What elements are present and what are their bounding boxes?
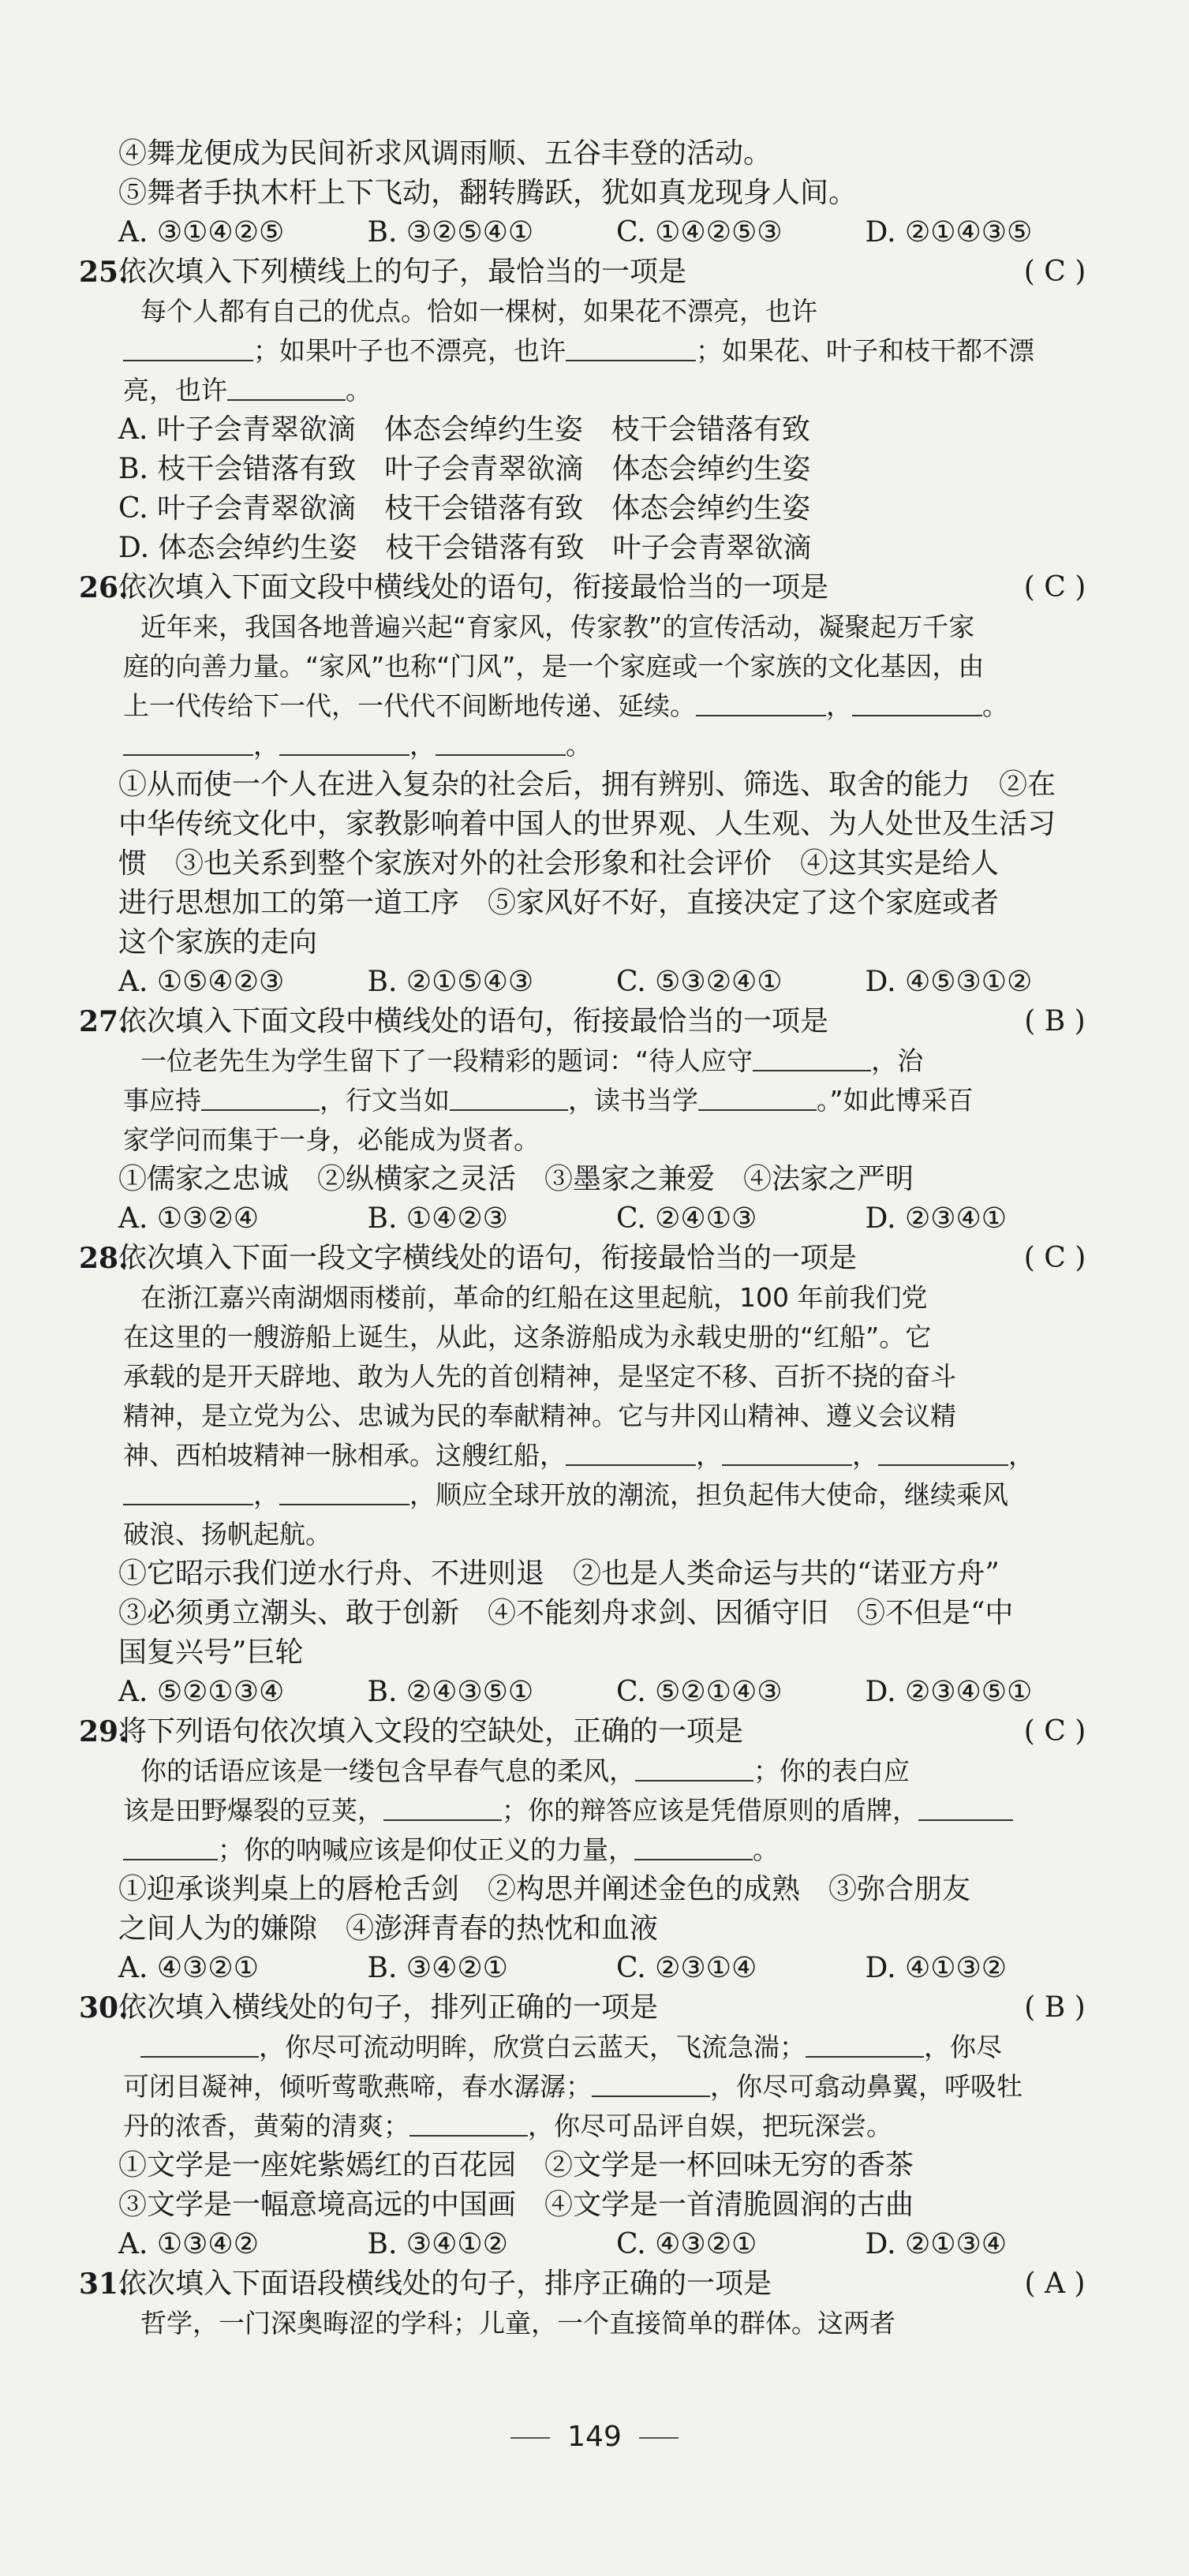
fill-blank[interactable] — [592, 2069, 710, 2097]
fill-blank[interactable] — [227, 372, 346, 401]
passage-text: ；你的呐喊应该是仰仗正义的力量， — [218, 1834, 634, 1865]
fill-blank[interactable] — [450, 1082, 568, 1111]
option-a: A. ①③④② — [118, 2228, 259, 2260]
list-item: ①儒家之忠诚 ②纵横家之灵活 ③墨家之兼爱 ④法家之严明 — [118, 1163, 914, 1195]
answer-mark: ( B ) — [1024, 1991, 1086, 2024]
answer-options — [118, 1673, 1114, 1712]
passage-text: 每个人都有自己的优点。恰如一棵树，如果花不漂亮，也许 — [140, 296, 817, 327]
answer-options — [118, 2225, 1114, 2264]
question-number: 25. — [79, 256, 129, 289]
option-b: B. ③②⑤④① — [367, 216, 534, 249]
option-b: B. ③④②① — [367, 1952, 508, 1984]
passage-text: 。 — [753, 1834, 779, 1865]
fill-blank[interactable] — [696, 688, 826, 716]
list-item: ⑤舞者手执木杆上下飞动，翻转腾跃，犹如真龙现身人间。 — [118, 177, 858, 209]
passage-text: ，你尽可品评自娱，把玩深尝。 — [528, 2111, 892, 2141]
option-c: C. ②④①③ — [616, 1202, 757, 1235]
option-a: A. ④③②① — [118, 1952, 259, 1984]
answer-mark: ( C ) — [1023, 1242, 1086, 1274]
question-number: 28. — [79, 1242, 129, 1275]
list-item: 中华传统文化中，家教影响着中国人的世界观、人生观、为人处世及生活习 — [118, 808, 1056, 840]
passage-text: ；如果花、叶子和枝干都不漂 — [696, 335, 1034, 366]
option-b: B. ②④③⑤① — [367, 1676, 534, 1708]
passage-text: ，顺应全球开放的潮流，担负起伟大使命，继续乘风 — [409, 1479, 1008, 1510]
list-item: ③文学是一幅意境高远的中国画 ④文学是一首清脆圆润的古曲 — [118, 2189, 914, 2221]
list-item: ①迎承谈判桌上的唇枪舌剑 ②构思并阐述金色的成熟 ③弥合朋友 — [118, 1873, 971, 1905]
footer-rule — [639, 2437, 679, 2439]
answer-options — [118, 1949, 1114, 1988]
passage-text: ；如果叶子也不漂亮，也许 — [253, 335, 566, 366]
comma: ， — [1008, 1440, 1034, 1471]
passage-text: 亮，也许 — [123, 375, 227, 406]
passage-text: 可闭目凝神，倾听莺歌燕啼，春水潺潺； — [123, 2071, 592, 2102]
passage-line — [118, 1791, 1114, 1830]
list-item: 惯 ③也关系到整个家族对外的社会形象和社会评价 ④这其实是给人 — [118, 847, 1000, 880]
fill-blank[interactable] — [279, 1477, 409, 1505]
fill-blank[interactable] — [806, 2029, 924, 2058]
question-number: 31. — [79, 2268, 129, 2301]
passage-line — [118, 1041, 1114, 1081]
answer-mark: ( C ) — [1023, 256, 1086, 288]
passage-line: 在这里的一艘游船上诞生，从此，这条游船成为永载史册的“红船”。它 — [123, 1322, 932, 1352]
answer-options — [118, 963, 1114, 1002]
passage-text: 一位老先生为学生留下了一段精彩的题词：“待人应守 — [140, 1045, 753, 1076]
passage-line — [118, 2067, 1114, 2107]
option-a: A. ①⑤④②③ — [118, 966, 285, 998]
comma: ， — [253, 730, 279, 761]
passage-text: ，行文当如 — [320, 1085, 450, 1116]
passage-text: 丹的浓香，黄菊的清爽； — [123, 2111, 409, 2141]
fill-blank[interactable] — [722, 1438, 852, 1466]
fill-blank[interactable] — [566, 1438, 696, 1466]
option-c: C. ①④②⑤③ — [616, 216, 783, 249]
option-c: C. 叶子会青翠欲滴 枝干会错落有致 体态会绰约生姿 — [118, 492, 811, 525]
passage-line — [118, 2107, 1114, 2146]
passage-line — [118, 2028, 1114, 2067]
passage-line — [118, 331, 1114, 371]
passage-line — [118, 371, 1114, 410]
passage-line — [118, 292, 1114, 331]
fill-blank[interactable] — [123, 1832, 218, 1860]
question-stem: 依次填入横线处的句子，排列正确的一项是 — [118, 1991, 659, 2024]
list-item: ③必须勇立潮头、敢于创新 ④不能刻舟求剑、因循守旧 ⑤不但是“中 — [118, 1597, 1014, 1629]
page-number: 149 — [567, 2421, 622, 2453]
fill-blank[interactable] — [918, 1793, 1013, 1821]
option-a: A. ③①④②⑤ — [118, 216, 285, 249]
comma: ， — [852, 1440, 878, 1471]
passage-line: 家学问而集于一身，必能成为贤者。 — [123, 1124, 540, 1155]
passage-line: 精神，是立党为公、忠诚为民的奉献精神。它与井冈山精神、遵义会议精 — [123, 1400, 956, 1431]
option-c: C. ②③①④ — [616, 1952, 757, 1984]
question-stem: 依次填入下面文段中横线处的语句，衔接最恰当的一项是 — [118, 571, 829, 604]
passage-text: ，你尽可翕动鼻翼，呼吸牡 — [710, 2071, 1023, 2102]
passage-text: 。”如此博采百 — [817, 1085, 974, 1116]
option-b: B. ③④①② — [367, 2228, 508, 2260]
list-item: ①从而使一个人在进入复杂的社会后，拥有辨别、筛选、取舍的能力 ②在 — [118, 768, 1056, 801]
fill-blank[interactable] — [634, 1832, 753, 1860]
passage-text: ，治 — [871, 1045, 924, 1076]
passage-text: 神、西柏坡精神一脉相承。这艘红船， — [123, 1440, 566, 1471]
footer-rule — [510, 2437, 550, 2439]
comma: ， — [253, 1479, 279, 1510]
option-d: D. 体态会绰约生姿 枝干会错落有致 叶子会青翠欲滴 — [118, 532, 812, 564]
list-item: ①它昭示我们逆水行舟、不进则退 ②也是人类命运与共的“诺亚方舟” — [118, 1557, 1000, 1590]
question-stem: 依次填入下列横线上的句子，最恰当的一项是 — [118, 256, 687, 288]
fill-blank[interactable] — [123, 727, 253, 756]
answer-options — [118, 213, 1114, 252]
answer-mark: ( C ) — [1023, 571, 1086, 604]
question-stem: 依次填入下面语段横线处的句子，排序正确的一项是 — [118, 2268, 772, 2300]
list-item: ④舞龙便成为民间祈求风调雨顺、五谷丰登的活动。 — [118, 137, 772, 170]
page-number-footer — [0, 2421, 1189, 2453]
passage-text: 事应持 — [123, 1085, 201, 1116]
option-a: A. ①③②④ — [118, 1202, 259, 1235]
question-29 — [79, 1712, 1114, 1752]
passage-text: ；你的表白应 — [753, 1755, 910, 1786]
answer-mark: ( C ) — [1023, 1715, 1086, 1748]
option-d: D. ④⑤③①② — [865, 966, 1033, 998]
list-item: 之间人为的嫌隙 ④澎湃青春的热忱和血液 — [118, 1912, 659, 1945]
question-26 — [79, 568, 1114, 608]
question-number: 26. — [79, 571, 129, 604]
fill-blank[interactable] — [140, 2029, 259, 2058]
option-b: B. ①④②③ — [367, 1202, 508, 1235]
passage-line: 承载的是开天辟地、敢为人先的首创精神，是坚定不移、百折不挠的奋斗 — [123, 1361, 956, 1392]
list-item: ①文学是一座姹紫嫣红的百花园 ②文学是一杯回味无穷的香茶 — [118, 2149, 914, 2182]
passage-line — [118, 1436, 1114, 1475]
period: 。 — [566, 730, 592, 761]
question-stem: 依次填入下面文段中横线处的语句，衔接最恰当的一项是 — [118, 1005, 829, 1038]
question-number: 30. — [79, 1991, 129, 2025]
option-a: A. 叶子会青翠欲滴 体态会绰约生姿 枝干会错落有致 — [118, 413, 810, 446]
fill-blank[interactable] — [878, 1438, 1008, 1466]
question-stem: 依次填入下面一段文字横线处的语句，衔接最恰当的一项是 — [118, 1242, 858, 1274]
option-b: B. 枝干会错落有致 叶子会青翠欲滴 体态会绰约生姿 — [118, 453, 811, 485]
option-d: D. ④①③② — [865, 1952, 1008, 1984]
passage-line — [118, 1830, 1114, 1870]
answer-options — [118, 1199, 1114, 1239]
period: 。 — [982, 690, 1008, 721]
fill-blank[interactable] — [123, 1477, 253, 1505]
question-25 — [79, 252, 1114, 292]
passage-line — [118, 686, 1114, 726]
list-item: 国复兴号”巨轮 — [118, 1636, 304, 1669]
option-d: D. ②①③④ — [865, 2228, 1008, 2260]
passage-text: ；你的辩答应该是凭借原则的盾牌， — [502, 1795, 918, 1826]
passage-text: 该是田野爆裂的豆荚， — [123, 1795, 383, 1826]
passage-line: 在浙江嘉兴南湖烟雨楼前，革命的红船在这里起航，100 年前我们党 — [140, 1282, 928, 1313]
fill-blank[interactable] — [852, 688, 982, 716]
passage-line — [118, 1475, 1114, 1515]
question-30 — [79, 1988, 1114, 2028]
fill-blank[interactable] — [698, 1082, 817, 1111]
passage-text: 你的话语应该是一缕包含早春气息的柔风， — [140, 1755, 635, 1786]
fill-blank[interactable] — [753, 1043, 871, 1071]
question-number: 27. — [79, 1005, 129, 1038]
option-d: D. ②①④③⑤ — [865, 216, 1033, 249]
option-d: D. ②③④① — [865, 1202, 1008, 1235]
fill-blank[interactable] — [409, 2108, 528, 2137]
passage-text: 上一代传给下一代，一代代不间断地传递、延续。 — [123, 690, 696, 721]
question-stem: 将下列语句依次填入文段的空缺处，正确的一项是 — [118, 1715, 744, 1748]
fill-blank[interactable] — [566, 333, 696, 361]
question-27 — [79, 1002, 1114, 1041]
passage-line — [118, 1081, 1114, 1120]
option-b: B. ②①⑤④③ — [367, 966, 534, 998]
comma: ， — [826, 690, 852, 721]
question-28 — [79, 1239, 1114, 1278]
comma: ， — [409, 730, 436, 761]
fill-blank[interactable] — [635, 1753, 753, 1782]
passage-line — [118, 1752, 1114, 1791]
fill-blank[interactable] — [436, 727, 566, 756]
passage-line: 近年来，我国各地普遍兴起“育家风，传家教”的宣传活动，凝聚起万千家 — [140, 611, 975, 642]
passage-line: 破浪、扬帆起航。 — [123, 1519, 331, 1550]
option-a: A. ⑤②①③④ — [118, 1676, 285, 1708]
answer-mark: ( B ) — [1024, 1005, 1086, 1038]
passage-text: ，读书当学 — [568, 1085, 698, 1116]
option-d: D. ②③④⑤① — [865, 1676, 1033, 1708]
option-c: C. ⑤③②④① — [616, 966, 783, 998]
fill-blank[interactable] — [123, 333, 253, 361]
fill-blank[interactable] — [201, 1082, 320, 1111]
comma: ， — [696, 1440, 722, 1471]
passage-text: 。 — [346, 375, 372, 406]
passage-line: 哲学，一门深奥晦涩的学科；儿童，一个直接简单的群体。这两者 — [140, 2308, 895, 2339]
fill-blank[interactable] — [279, 727, 409, 756]
passage-line: 庭的向善力量。“家风”也称“门风”，是一个家庭或一个家族的文化基因，由 — [123, 651, 985, 682]
passage-text: ，你尽可流动明眸，欣赏白云蓝天，飞流急湍； — [259, 2032, 806, 2062]
option-c: C. ⑤②①④③ — [616, 1676, 783, 1708]
list-item: 这个家族的走向 — [118, 926, 318, 959]
question-number: 29. — [79, 1715, 129, 1748]
passage-line — [118, 726, 1114, 765]
list-item: 进行思想加工的第一道工序 ⑤家风好不好，直接决定了这个家庭或者 — [118, 887, 1000, 919]
answer-mark: ( A ) — [1024, 2268, 1086, 2300]
fill-blank[interactable] — [383, 1793, 502, 1821]
option-c: C. ④③②① — [616, 2228, 757, 2260]
passage-text: ，你尽 — [924, 2032, 1002, 2062]
question-31 — [79, 2264, 1114, 2304]
